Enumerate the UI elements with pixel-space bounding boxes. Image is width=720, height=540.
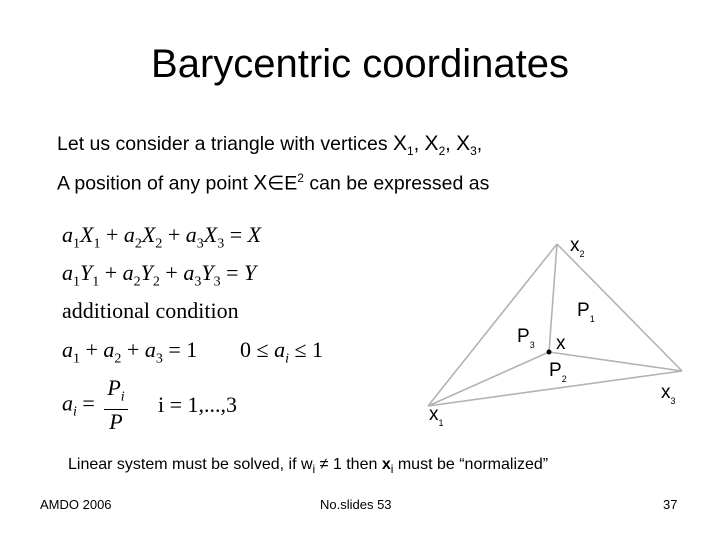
index-range: i = 1,...,3 [158, 392, 238, 417]
cevian-x3 [549, 352, 682, 371]
ratio-fraction: $\frac{P_i}{P}$ [104, 376, 127, 434]
point-x-dot [547, 350, 552, 355]
intro-line-1: Let us consider a triangle with vertices $X_1$, $X_2$, $X_3$, [57, 132, 483, 158]
point-label-x: x [556, 333, 566, 354]
area-label-p3: $P_3$ [517, 326, 535, 350]
additional-condition-label: additional condition [62, 298, 239, 323]
edge-x1-x2 [428, 244, 557, 406]
area-label-p2: $P_2$ [549, 360, 567, 384]
equation-sum: $a_1 + a_2 + a_3 = 1$ [62, 337, 198, 367]
area-label-p1: $P_1$ [577, 300, 595, 324]
note-text: Linear system must be solved, if $w_i \ne 1$ then $x_i$ must be “normalized” [68, 456, 549, 477]
vertex-label-x3: $x_3$ [661, 382, 676, 406]
equation-x: $a_1X_1 + a_2X_2 + a_3X_3 = X$ [62, 222, 262, 252]
equation-ratio: $a_i$ = $\frac{P_i}{P}$ [62, 376, 132, 434]
intro-line-2: A position of any point $X\in E^2$ can be expressed as [57, 170, 490, 195]
vertex-label-x1: $x_1$ [429, 404, 444, 428]
slide-number: 37 [663, 497, 678, 512]
footer-center: No.slides 53 [320, 497, 392, 512]
edge-x2-x3 [557, 244, 682, 371]
footer-left: AMDO 2006 [40, 497, 112, 512]
slide-title: Barycentric coordinates [151, 42, 569, 86]
equation-y: $a_1Y_1 + a_2Y_2 + a_3Y_3 = Y$ [62, 260, 257, 290]
vertex-label-x2: $x_2$ [570, 235, 585, 259]
equation-bounds: $0 \le a_i \le 1$ [240, 337, 324, 367]
